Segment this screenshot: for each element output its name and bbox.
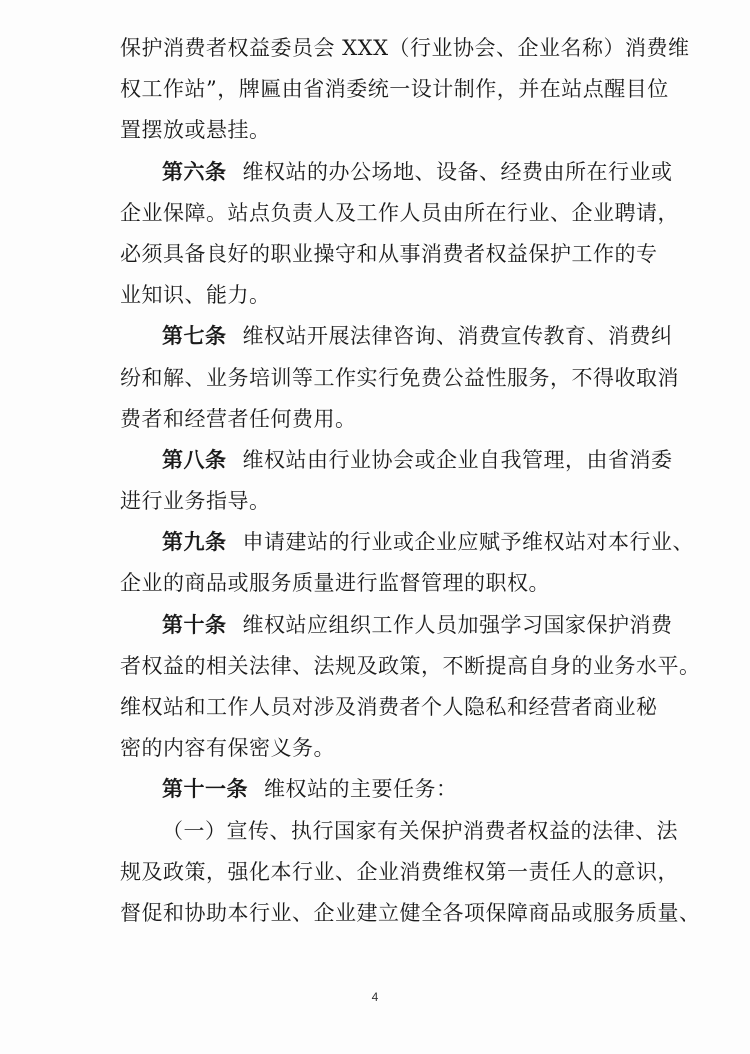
line-text: 权工作站”，牌匾由省消委统一设计制作，并在站点醒目位 <box>120 77 669 102</box>
text-line <box>120 563 640 604</box>
text-line <box>120 193 679 234</box>
text-line <box>120 28 690 69</box>
text-line <box>120 687 658 728</box>
text-line <box>120 69 669 110</box>
line-text: 维权站由行业协会或企业自我管理，由省消委 <box>242 447 673 472</box>
line-text: 申请建站的行业或企业应赋予维权站对本行业、 <box>242 530 694 555</box>
article-paragraph-start <box>120 152 673 193</box>
article-number-label: 第六条 <box>162 159 227 184</box>
line-text: 维权站开展法律咨询、消费宣传教育、消费纠 <box>242 324 673 349</box>
text-line <box>120 852 679 893</box>
text-line <box>120 275 640 316</box>
article-paragraph-start <box>120 605 673 646</box>
line-text: 规及政策，强化本行业、企业消费维权第一责任人的意识， <box>120 859 679 884</box>
article-paragraph-start <box>120 440 673 481</box>
text-line <box>120 481 640 522</box>
article-number-label: 第九条 <box>162 530 227 555</box>
line-text: 维权站和工作人员对涉及消费者个人隐私和经营者商业秘 <box>120 695 658 719</box>
text-line <box>120 646 701 687</box>
line-text: 密的内容有保密义务。 <box>120 736 335 761</box>
article-number-label: 第八条 <box>162 447 227 472</box>
text-line <box>120 811 678 852</box>
text-line <box>120 110 640 151</box>
article-number-label: 第十一条 <box>162 777 248 802</box>
line-text: 费者和经营者任何费用。 <box>120 406 357 431</box>
line-text: 维权站的办公场地、设备、经费由所在行业或 <box>242 159 673 184</box>
line-text: 维权站应组织工作人员加强学习国家保护消费 <box>242 612 673 637</box>
line-text: 企业的商品或服务质量进行监督管理的职权。 <box>120 571 550 596</box>
page-number: 4 <box>371 990 379 1004</box>
line-text: （一）宣传、执行国家有关保护消费者权益的法律、法 <box>162 818 678 843</box>
article-paragraph-start <box>120 522 694 563</box>
line-text: 督促和协助本行业、企业建立健全各项保障商品或服务质量、 <box>120 900 701 925</box>
line-text: 维权站的主要任务： <box>264 777 458 802</box>
article-paragraph-start <box>120 769 640 810</box>
line-text: 保护消费者权益委员会 XXX（行业协会、企业名称）消费维 <box>120 36 690 60</box>
text-line <box>120 399 640 440</box>
line-text: 必须具备良好的职业操守和从事消费者权益保护工作的专 <box>120 241 658 266</box>
text-line <box>120 893 701 934</box>
line-text: 纷和解、业务培训等工作实行免费公益性服务，不得收取消 <box>120 365 679 390</box>
line-text: 进行业务指导。 <box>120 489 271 514</box>
line-text: 者权益的相关法律、法规及政策，不断提高自身的业务水平。 <box>120 653 701 678</box>
article-paragraph-start <box>120 316 673 357</box>
line-text: 置摆放或悬挂。 <box>120 118 271 143</box>
text-line <box>120 728 640 769</box>
line-text: 业知识、能力。 <box>120 283 271 308</box>
line-text: 企业保障。站点负责人及工作人员由所在行业、企业聘请， <box>120 200 679 225</box>
text-line <box>120 358 679 399</box>
article-number-label: 第十条 <box>162 612 227 637</box>
document-body <box>120 28 701 934</box>
article-number-label: 第七条 <box>162 324 227 349</box>
text-line <box>120 234 658 275</box>
